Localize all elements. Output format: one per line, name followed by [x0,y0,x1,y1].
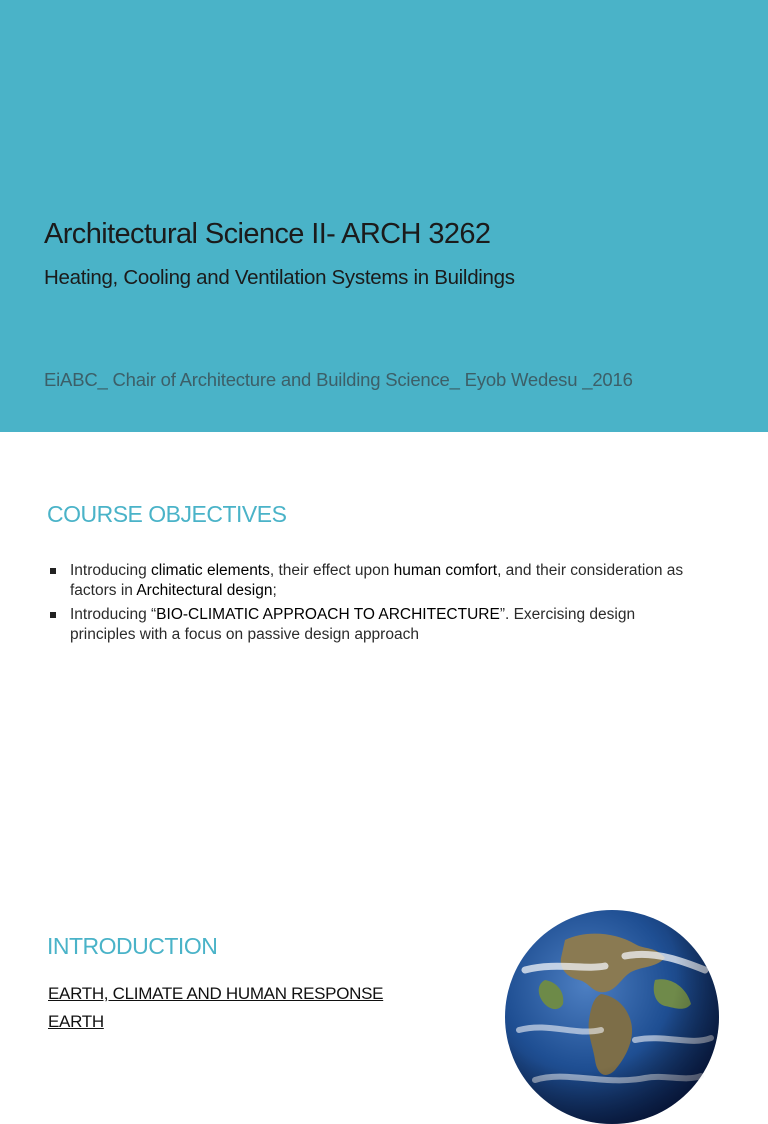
bullet-square-icon [50,568,56,574]
bullet-square-icon [50,612,56,618]
earth-climate-human-response-link[interactable]: EARTH, CLIMATE AND HUMAN RESPONSE [48,984,384,1003]
introduction-heading: INTRODUCTION [47,933,218,959]
keyword: human comfort [393,562,498,579]
bullet-text: ; [272,582,277,599]
keyword: Architectural design [136,582,273,599]
bullet-text: ”. Exercising design principles with a focus on passive design approach [70,606,636,643]
keyword: BIO-CLIMATIC APPROACH TO ARCHITECTURE [156,606,500,623]
list-item [48,605,698,645]
bullet-text: Introducing [70,562,151,579]
cover-slide [0,0,768,432]
slide-subtitle: Heating, Cooling and Ventilation Systems in Buildings [44,266,515,289]
objectives-list [48,561,698,649]
bullet-text: , their effect upon [269,562,394,579]
list-item [48,561,698,601]
bullet-text: Introducing “ [70,606,157,623]
earth-link[interactable]: EARTH [48,1012,104,1031]
author-credit: EiABC_ Chair of Architecture and Building Science_ Eyob Wedesu _2016 [44,369,633,390]
slide-title: Architectural Science II- ARCH 3262 [44,218,491,250]
keyword: climatic elements [151,562,270,579]
course-objectives-heading: COURSE OBJECTIVES [47,501,287,527]
earth-globe-icon [505,910,719,1124]
bullet-text: , and their consideration as factors in [70,562,684,599]
